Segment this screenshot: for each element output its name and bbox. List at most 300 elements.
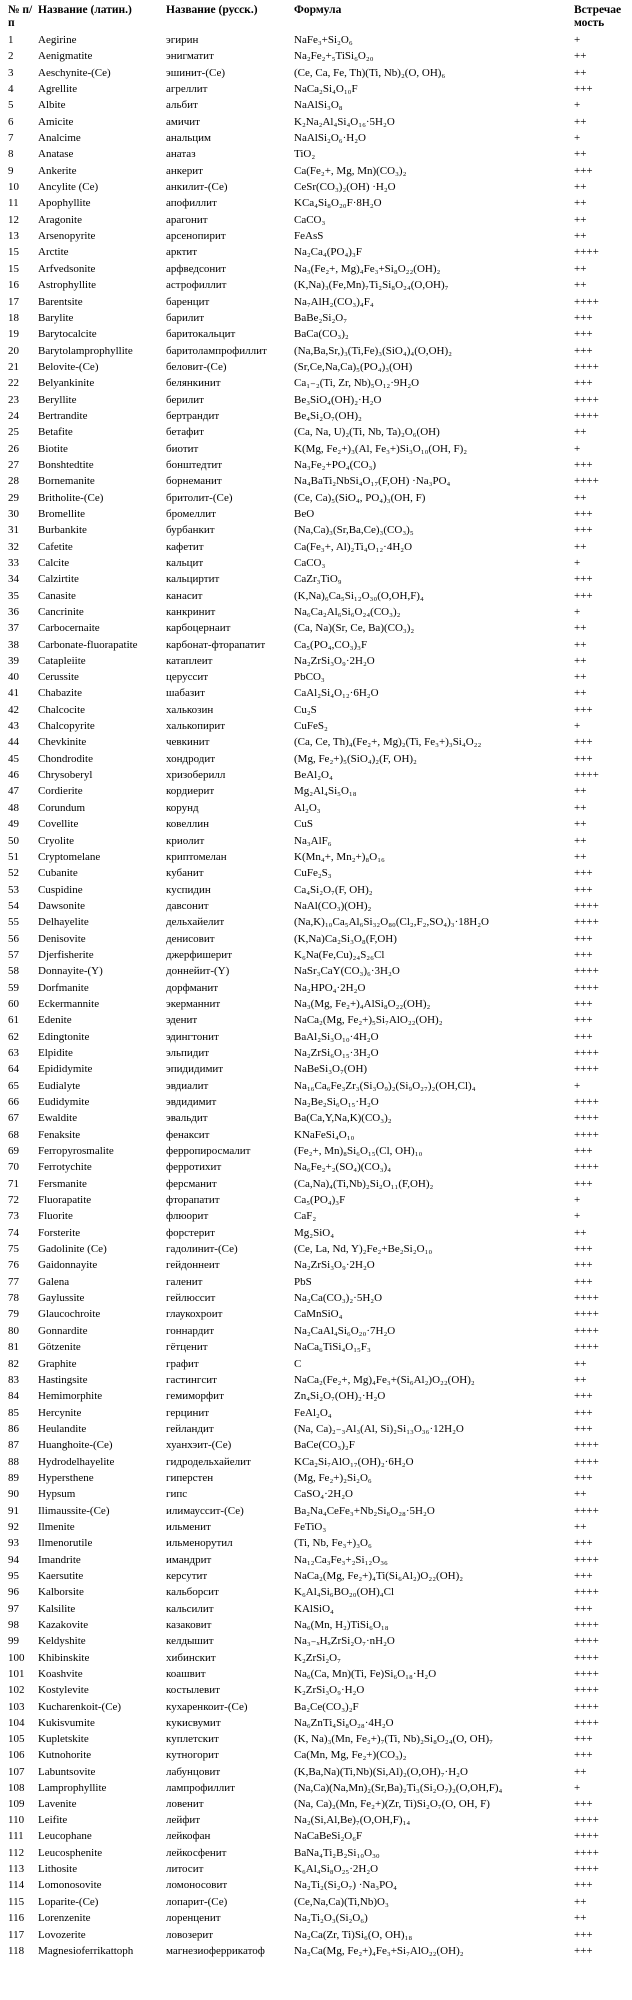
occurrence: ++++ <box>574 1112 599 1125</box>
occurrence: ++ <box>574 66 587 79</box>
row-number: 118 <box>8 1944 25 1957</box>
occurrence: + <box>574 442 581 455</box>
formula: (Na,Ca)₃(Sr,Ba,Ce)₃(CO₃)₅ <box>294 524 414 537</box>
table-row <box>0 1927 632 1943</box>
row-number: 27 <box>8 458 19 471</box>
latin-name: Chalcopyrite <box>38 720 95 733</box>
latin-name: Betafite <box>38 426 73 439</box>
russian-name: энигматит <box>166 50 214 63</box>
table-row <box>0 392 632 408</box>
latin-name: Ewaldite <box>38 1112 78 1125</box>
formula: Na₂Ca₄(PO₄)₃F <box>294 246 362 259</box>
formula: (Ce, La, Nd, Y)₂Fe₂+Be₂Si₂O₁₀ <box>294 1243 433 1256</box>
latin-name: Corundum <box>38 801 86 814</box>
row-number: 68 <box>8 1128 19 1141</box>
occurrence: ++ <box>574 279 587 292</box>
table-row <box>0 702 632 718</box>
russian-name: анальцим <box>166 132 211 145</box>
occurrence: ++ <box>574 1373 587 1386</box>
russian-name: флюорит <box>166 1210 209 1223</box>
occurrence: +++ <box>574 932 593 945</box>
latin-name: Aenigmatite <box>38 50 93 63</box>
occurrence: ++++ <box>574 1063 599 1076</box>
table-row <box>0 734 632 750</box>
formula: CaSO₄·2H₂O <box>294 1488 354 1501</box>
occurrence: +++ <box>574 1177 593 1190</box>
row-number: 98 <box>8 1619 19 1631</box>
latin-name: Khibinskite <box>38 1651 90 1664</box>
latin-name: Elpidite <box>38 1046 73 1059</box>
occurrence: +++ <box>574 507 593 520</box>
formula: Na₃AlF₆ <box>294 834 332 847</box>
occurrence: ++++ <box>574 475 599 488</box>
occurrence: + <box>574 606 581 619</box>
latin-name: Kucharenkoit-(Ce) <box>38 1700 122 1713</box>
row-number: 22 <box>8 377 19 390</box>
formula: NaCa₂(Fe₂+, Mg)₄Fe₃+(Si₆Al₂)O₂₂(OH)₂ <box>294 1373 475 1386</box>
table-row <box>0 457 632 473</box>
occurrence: ++ <box>574 785 587 798</box>
latin-name: Dorfmanite <box>38 981 89 994</box>
formula: Na₁₂Ca₃Fe₃+₂Si₁₂O₃₆ <box>294 1553 388 1566</box>
formula: CaF₂ <box>294 1210 317 1223</box>
latin-name: Gaylussite <box>38 1292 85 1305</box>
latin-name: Burbankite <box>38 524 87 537</box>
russian-name: барилит <box>166 311 205 324</box>
latin-name: Lomonosovite <box>38 1879 102 1892</box>
formula: CeSr(CO₃)₂(OH) ·H₂O <box>294 181 396 194</box>
occurrence: ++++ <box>574 1161 599 1174</box>
occurrence: + <box>574 34 581 46</box>
russian-name: ловенит <box>166 1798 204 1811</box>
latin-name: Lovozerite <box>38 1928 86 1941</box>
table-row <box>0 1650 632 1666</box>
table-row <box>0 751 632 767</box>
latin-name: Eudialyte <box>38 1079 81 1092</box>
table-row <box>0 931 632 947</box>
formula: KCa₄Si₈O₂₀F·8H₂O <box>294 197 382 210</box>
occurrence: + <box>574 1079 581 1092</box>
russian-name: лабунцовит <box>166 1765 221 1778</box>
row-number: 85 <box>8 1406 19 1419</box>
row-number: 23 <box>8 393 19 406</box>
table-row <box>0 343 632 359</box>
formula: (K,Na)₃(Fe,Mn)₇Ti₂Si₈O₂₄(O,OH)₇ <box>294 279 449 292</box>
row-number: 31 <box>8 524 19 537</box>
latin-name: Fluorapatite <box>38 1194 92 1207</box>
table-row <box>0 1045 632 1061</box>
occurrence: ++++ <box>574 1814 599 1827</box>
russian-name: форстерит <box>166 1226 215 1239</box>
table-row <box>0 163 632 179</box>
latin-name: Cubanite <box>38 867 78 880</box>
occurrence: + <box>574 132 581 145</box>
table-row <box>0 1812 632 1828</box>
header-number: № п/п <box>8 4 33 29</box>
table-row <box>0 1437 632 1453</box>
latin-name: Catapleiite <box>38 654 86 667</box>
table-row <box>0 1894 632 1910</box>
russian-name: кальциртит <box>166 573 220 586</box>
row-number: 52 <box>8 867 19 880</box>
table-row <box>0 1682 632 1698</box>
latin-name: Carbocernaite <box>38 622 100 635</box>
table-row <box>0 1388 632 1404</box>
formula: Na₂Ca(Mg, Fe₂+)₄Fe₃+Si₇AlO₂₂(OH)₂ <box>294 1944 464 1957</box>
russian-name: ильменорутил <box>166 1537 233 1550</box>
formula: K₂ZrSi₃O₉·H₂O <box>294 1684 365 1697</box>
formula: BaNa₄Ti₂B₂Si₁₀O₃₀ <box>294 1846 380 1859</box>
row-number: 114 <box>8 1879 25 1892</box>
formula: (Ca, Ce, Th)₄(Fe₂+, Mg)₂(Ti, Fe₃+)₃Si₄O₂₂ <box>294 736 482 749</box>
latin-name: Edingtonite <box>38 1030 90 1043</box>
table-row <box>0 1192 632 1208</box>
russian-name: кутногорит <box>166 1749 219 1762</box>
latin-name: Aegirine <box>38 34 77 46</box>
row-number: 13 <box>8 230 19 243</box>
row-number: 88 <box>8 1455 19 1468</box>
formula: NaCa₆TiSi₄O₁₅F₃ <box>294 1341 371 1354</box>
russian-name: эдингтонит <box>166 1030 219 1043</box>
latin-name: Hercynite <box>38 1406 82 1419</box>
occurrence: + <box>574 720 581 733</box>
row-number: 34 <box>8 573 19 586</box>
formula: Na₂ZrSi₃O₉·2H₂O <box>294 1259 375 1272</box>
occurrence: + <box>574 557 581 569</box>
occurrence: + <box>574 1782 581 1795</box>
table-body <box>0 32 632 1959</box>
russian-name: астрофиллит <box>166 279 227 292</box>
occurrence: ++ <box>574 148 587 161</box>
row-number: 58 <box>8 965 19 978</box>
occurrence: +++ <box>574 1275 593 1288</box>
row-number: 116 <box>8 1912 25 1925</box>
table-row <box>0 441 632 457</box>
latin-name: Fenaksite <box>38 1128 81 1141</box>
latin-name: Albite <box>38 99 66 112</box>
occurrence: +++ <box>574 1944 593 1957</box>
latin-name: Chalcocite <box>38 703 86 716</box>
formula: NaCa₂Si₄O₁₀F <box>294 83 358 96</box>
formula: NaAlSi₂O₆·H₂O <box>294 132 366 145</box>
row-number: 48 <box>8 801 19 814</box>
formula: FeTiO₃ <box>294 1520 327 1533</box>
row-number: 103 <box>8 1700 25 1713</box>
occurrence: ++ <box>574 1895 587 1908</box>
latin-name: Cafetite <box>38 540 73 553</box>
table-row <box>0 1274 632 1290</box>
table-row <box>0 1666 632 1682</box>
row-number: 87 <box>8 1439 19 1452</box>
row-number: 67 <box>8 1112 19 1125</box>
table-row <box>0 1241 632 1257</box>
latin-name: Calcite <box>38 557 70 569</box>
russian-name: апофиллит <box>166 197 217 210</box>
row-number: 28 <box>8 475 19 488</box>
occurrence: +++ <box>574 1537 593 1550</box>
occurrence: +++ <box>574 1145 593 1158</box>
occurrence: ++ <box>574 1226 587 1239</box>
occurrence: + <box>574 99 581 112</box>
occurrence: ++++ <box>574 246 599 259</box>
russian-name: лопарит-(Се) <box>166 1895 228 1908</box>
row-number: 81 <box>8 1341 19 1354</box>
latin-name: Kutnohorite <box>38 1749 92 1762</box>
russian-name: ломоносовит <box>166 1879 228 1892</box>
table-row <box>0 1943 632 1959</box>
russian-name: гемиморфит <box>166 1390 224 1403</box>
russian-name: фторапатит <box>166 1194 220 1207</box>
latin-name: Bromellite <box>38 507 86 520</box>
table-row <box>0 1828 632 1844</box>
latin-name: Biotite <box>38 442 68 455</box>
latin-name: Imandrite <box>38 1553 81 1566</box>
table-row <box>0 653 632 669</box>
formula: Be₄Si₂O₇(OH)₂ <box>294 409 362 422</box>
occurrence: +++ <box>574 1602 593 1615</box>
latin-name: Leucosphenite <box>38 1846 103 1859</box>
table-row <box>0 1747 632 1763</box>
row-number: 26 <box>8 442 19 455</box>
russian-name: коашвит <box>166 1668 206 1681</box>
russian-name: арагонит <box>166 213 208 226</box>
occurrence: +++ <box>574 164 593 177</box>
row-number: 99 <box>8 1635 19 1648</box>
formula: Ba(Ca,Y,Na,K)(CO₃)₂ <box>294 1112 392 1125</box>
russian-name: анатаз <box>166 148 196 161</box>
latin-name: Loparite-(Ce) <box>38 1895 99 1908</box>
row-number: 45 <box>8 752 19 765</box>
latin-name: Götzenite <box>38 1341 81 1354</box>
occurrence: ++++ <box>574 1553 599 1566</box>
table-row <box>0 261 632 277</box>
latin-name: Anatase <box>38 148 74 161</box>
russian-name: анкилит-(Се) <box>166 181 228 194</box>
russian-name: агреллит <box>166 83 208 96</box>
row-number: 112 <box>8 1846 25 1859</box>
table-row <box>0 1486 632 1502</box>
row-number: 50 <box>8 834 19 847</box>
formula: Na₂ZrSi₆O₁₅·3H₂O <box>294 1046 379 1059</box>
table-row <box>0 1780 632 1796</box>
occurrence: + <box>574 1194 581 1207</box>
occurrence: +++ <box>574 1422 593 1435</box>
occurrence: ++++ <box>574 965 599 978</box>
formula: NaCa₂(Mg, Fe₂+)₄Ti(Si₆Al₂)O₂₂(OH)₂ <box>294 1569 464 1582</box>
table-row <box>0 833 632 849</box>
russian-name: чевкинит <box>166 736 210 749</box>
occurrence: +++ <box>574 867 593 880</box>
latin-name: Djerfisherite <box>38 948 94 961</box>
row-number: 36 <box>8 606 19 619</box>
latin-name: Kupletskite <box>38 1733 89 1746</box>
formula: (Mg, Fe₂+)₅(SiO₄)₂(F, OH)₂ <box>294 752 417 765</box>
formula: (K,Na)₆Ca₅Si₁₂O₃₀(O,OH,F)₄ <box>294 589 424 602</box>
table-row <box>0 277 632 293</box>
header-latin-name: Название (латин.) <box>38 4 132 16</box>
formula: BaAl₂Si₃O₁₀·4H₂O <box>294 1030 379 1043</box>
table-row <box>0 996 632 1012</box>
formula: NaFe₃+Si₂O₆ <box>294 34 353 46</box>
latin-name: Astrophyllite <box>38 279 97 292</box>
russian-name: гётценит <box>166 1341 208 1354</box>
occurrence: ++++ <box>574 1455 599 1468</box>
latin-name: Cerussite <box>38 671 79 684</box>
table-header <box>0 0 632 32</box>
formula: Cu₂S <box>294 703 317 716</box>
occurrence: ++++ <box>574 1046 599 1059</box>
russian-name: эденит <box>166 1014 198 1027</box>
table-row <box>0 1699 632 1715</box>
table-row <box>0 228 632 244</box>
table-row <box>0 1012 632 1028</box>
russian-name: кухаренкоит-(Се) <box>166 1700 248 1713</box>
table-row <box>0 310 632 326</box>
occurrence: +++ <box>574 1471 593 1484</box>
latin-name: Eudidymite <box>38 1096 90 1108</box>
latin-name: Heulandite <box>38 1422 87 1435</box>
russian-name: керсутит <box>166 1569 208 1582</box>
russian-name: арфведсонит <box>166 262 226 275</box>
formula: BeAl₂O₄ <box>294 769 333 782</box>
formula: CaZr₃TiO₉ <box>294 573 342 586</box>
latin-name: Hydrodelhayelite <box>38 1455 115 1468</box>
russian-name: церуссит <box>166 671 209 684</box>
header-russian-name: Название (русск.) <box>166 4 258 16</box>
russian-name: баренцит <box>166 295 210 308</box>
russian-name: магнезиоферрикатоф <box>166 1944 265 1957</box>
row-number: 94 <box>8 1553 19 1566</box>
row-number: 59 <box>8 981 19 994</box>
row-number: 6 <box>8 115 14 128</box>
row-number: 102 <box>8 1684 25 1697</box>
latin-name: Britholite-(Ce) <box>38 491 104 504</box>
russian-name: фенаксит <box>166 1128 210 1141</box>
occurrence: ++ <box>574 1357 587 1370</box>
latin-name: Calzirtite <box>38 573 79 586</box>
table-row <box>0 130 632 146</box>
formula: Na₃₋ₓHₓZrSi₂O₇·nH₂O <box>294 1635 395 1648</box>
table-row <box>0 179 632 195</box>
occurrence: +++ <box>574 83 593 96</box>
table-row <box>0 1225 632 1241</box>
occurrence: ++ <box>574 50 587 63</box>
row-number: 75 <box>8 1243 19 1256</box>
row-number: 93 <box>8 1537 19 1550</box>
table-row <box>0 1617 632 1633</box>
occurrence: +++ <box>574 344 593 357</box>
latin-name: Epididymite <box>38 1063 93 1076</box>
row-number: 70 <box>8 1161 19 1174</box>
occurrence: ++ <box>574 213 587 226</box>
row-number: 18 <box>8 311 19 324</box>
latin-name: Chabazite <box>38 687 82 700</box>
occurrence: ++++ <box>574 1128 599 1141</box>
table-row <box>0 65 632 81</box>
formula: Na₁₆Ca₆Fe₃Zr₃(Si₃O₉)₂(Si₉O₂₇)₂(OH,Cl)₄ <box>294 1079 476 1092</box>
russian-name: карбонат-фторапатит <box>166 638 266 651</box>
table-row <box>0 914 632 930</box>
row-number: 84 <box>8 1390 19 1403</box>
latin-name: Apophyllite <box>38 197 91 210</box>
row-number: 91 <box>8 1504 19 1517</box>
formula: Ca₁₋₂(Ti, Zr, Nb)₅O₁₂·9H₂O <box>294 377 420 390</box>
table-row <box>0 97 632 113</box>
row-number: 43 <box>8 720 19 733</box>
row-number: 38 <box>8 638 19 651</box>
russian-name: герцинит <box>166 1406 210 1419</box>
row-number: 49 <box>8 818 19 831</box>
russian-name: халькопирит <box>166 720 226 733</box>
table-row <box>0 1454 632 1470</box>
occurrence: ++++ <box>574 295 599 308</box>
russian-name: графит <box>166 1357 199 1370</box>
latin-name: Eckermannite <box>38 997 100 1010</box>
latin-name: Delhayelite <box>38 916 89 929</box>
occurrence: +++ <box>574 1390 593 1403</box>
table-row <box>0 1568 632 1584</box>
russian-name: куплетскит <box>166 1733 219 1746</box>
formula: Na₇AlH₂(CO₃)₄F₄ <box>294 295 374 308</box>
formula: K₆Na(Fe,Cu)₂₄S₂₆Cl <box>294 948 385 961</box>
occurrence: +++ <box>574 752 593 765</box>
occurrence: ++++ <box>574 1684 599 1697</box>
row-number: 89 <box>8 1471 19 1484</box>
latin-name: Gonnardite <box>38 1324 88 1337</box>
latin-name: Huanghoite-(Ce) <box>38 1439 113 1452</box>
table-row <box>0 1877 632 1893</box>
occurrence: ++ <box>574 115 587 128</box>
formula: (Na,Ba,Sr,)₃(Ti,Fe)₃(SiO₄)₄(O,OH)₂ <box>294 344 452 357</box>
latin-name: Kaersutite <box>38 1569 84 1582</box>
formula: Zn₄Si₂O₇(OH)₂·H₂O <box>294 1390 386 1403</box>
formula: CuFe₂S₃ <box>294 867 332 880</box>
table-row <box>0 1061 632 1077</box>
occurrence: ++++ <box>574 1341 599 1354</box>
row-number: 9 <box>8 164 14 177</box>
occurrence: +++ <box>574 1030 593 1043</box>
russian-name: бетафит <box>166 426 204 439</box>
latin-name: Cancrinite <box>38 606 84 619</box>
latin-name: Arctite <box>38 246 69 259</box>
row-number: 64 <box>8 1063 19 1076</box>
row-number: 2 <box>8 50 14 63</box>
table-row <box>0 947 632 963</box>
table-row <box>0 816 632 832</box>
row-number: 62 <box>8 1030 19 1043</box>
russian-name: бонштедтит <box>166 458 223 471</box>
russian-name: хуанхэит-(Се) <box>166 1439 232 1452</box>
russian-name: биотит <box>166 442 199 455</box>
russian-name: бритолит-(Се) <box>166 491 233 504</box>
latin-name: Donnayite-(Y) <box>38 965 103 978</box>
russian-name: кальцит <box>166 557 204 569</box>
occurrence: ++ <box>574 230 587 243</box>
occurrence: ++ <box>574 1912 587 1925</box>
row-number: 51 <box>8 850 19 863</box>
latin-name: Cryolite <box>38 834 75 847</box>
latin-name: Chrysoberyl <box>38 769 93 782</box>
occurrence: +++ <box>574 948 593 961</box>
occurrence: +++ <box>574 1928 593 1941</box>
occurrence: +++ <box>574 589 593 602</box>
occurrence: +++ <box>574 1243 593 1256</box>
formula: (K, Na)₃(Mn, Fe₂+)₇(Ti, Nb)₂Si₈O₂₄(O, OH)₇ <box>294 1733 494 1746</box>
formula: BeO <box>294 507 315 520</box>
russian-name: лоренценит <box>166 1912 221 1925</box>
row-number: 56 <box>8 932 19 945</box>
table-row <box>0 1290 632 1306</box>
